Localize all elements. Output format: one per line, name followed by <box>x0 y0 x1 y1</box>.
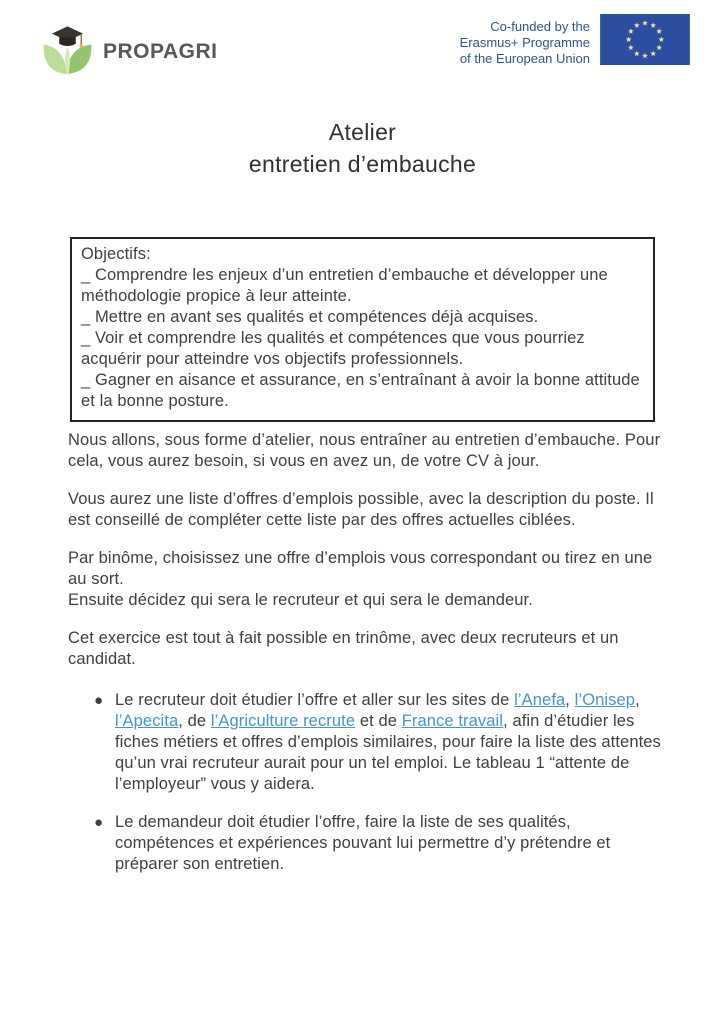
hyperlink-francetravail[interactable]: France travail <box>401 712 504 730</box>
page-title <box>0 116 725 180</box>
bullet-text <box>115 813 610 873</box>
text-segment: , afin d’étudier les fiches métiers et offres d’emplois similaires, pour faire la liste des attentes qu’un vrai recruteur aurait pour un tel emploi. Le tableau 1 “attente de l’employeur” vous y aidera. <box>115 712 661 793</box>
document-body <box>68 430 662 892</box>
eu-flag-icon <box>600 14 690 65</box>
logo-wordmark: PROPAGRI <box>103 40 218 63</box>
objective-item: _ Voir et comprendre les qualités et compétences que vous pourriez acquérir pour atteindre vos objectifs professionnels. <box>81 329 585 368</box>
paragraph: Nous allons, sous forme d’atelier, nous entraîner au entretien d’embauche. Pour cela, vous aurez besoin, si vous en avez un, de votre CV à jour. <box>68 431 661 470</box>
text-segment: , <box>635 691 640 709</box>
paragraph: Par binôme, choisissez une offre d’emplois vous correspondant ou tirez en une au sort. Ensuite décidez qui sera le recruteur et qui sera le demandeur. <box>68 549 653 609</box>
hyperlink-lanefa[interactable]: l’Anefa <box>514 691 566 709</box>
text-segment: , de <box>178 712 211 730</box>
hyperlink-lonisep[interactable]: l’Onisep <box>574 691 636 709</box>
paragraph: Cet exercice est tout à fait possible en trinôme, avec deux recruteurs et un candidat. <box>68 629 619 668</box>
bullet-marker: ● <box>94 692 104 709</box>
objective-item: _ Mettre en avant ses qualités et compétences déjà acquises. <box>81 308 539 326</box>
hyperlink-lapecita[interactable]: l’Apecita <box>115 712 179 730</box>
text-segment: Le demandeur doit étudier l’offre, faire la liste de ses qualités, compétences et expériences pouvant lui permettre d’y prétendre et préparer son entretien. <box>115 813 611 873</box>
eu-text-line: Erasmus+ Programme <box>459 35 590 50</box>
eu-text-line: of the European Union <box>459 51 590 66</box>
bullet-item-recruteur <box>68 690 662 795</box>
eu-text-line: Co-funded by the <box>490 19 590 34</box>
page-title-line1: Atelier <box>328 119 397 145</box>
paragraph: Vous aurez une liste d’offres d’emplois possible, avec la description du poste. Il est conseillé de compléter cette liste par des offres actuelles ciblées. <box>68 490 654 529</box>
bullet-marker: ● <box>94 814 104 831</box>
bullet-item-demandeur <box>68 812 662 875</box>
objectives-box <box>70 237 655 422</box>
bullet-list <box>68 690 662 875</box>
objective-item: _ Comprendre les enjeux d’un entretien d’embauche et développer une méthodologie propice à leur atteinte. <box>81 266 608 305</box>
page-title-line2: entretien d’embauche <box>248 151 477 177</box>
objectives-heading: Objectifs: <box>81 245 151 263</box>
propagri-leaf-cap-icon <box>40 26 95 78</box>
eu-cofunding-text <box>460 14 590 67</box>
bullet-text <box>115 691 661 793</box>
objective-item: _ Gagner en aisance et assurance, en s’entraînant à avoir la bonne attitude et la bonne posture. <box>81 371 640 410</box>
text-segment: et de <box>355 712 402 730</box>
propagri-logo <box>40 26 217 78</box>
eu-cofunding-badge <box>460 14 690 67</box>
text-segment: Le recruteur doit étudier l’offre et aller sur les sites de <box>115 691 515 709</box>
text-segment: , <box>565 691 575 709</box>
hyperlink-lagriculturerecrute[interactable]: l’Agriculture recrute <box>210 712 356 730</box>
